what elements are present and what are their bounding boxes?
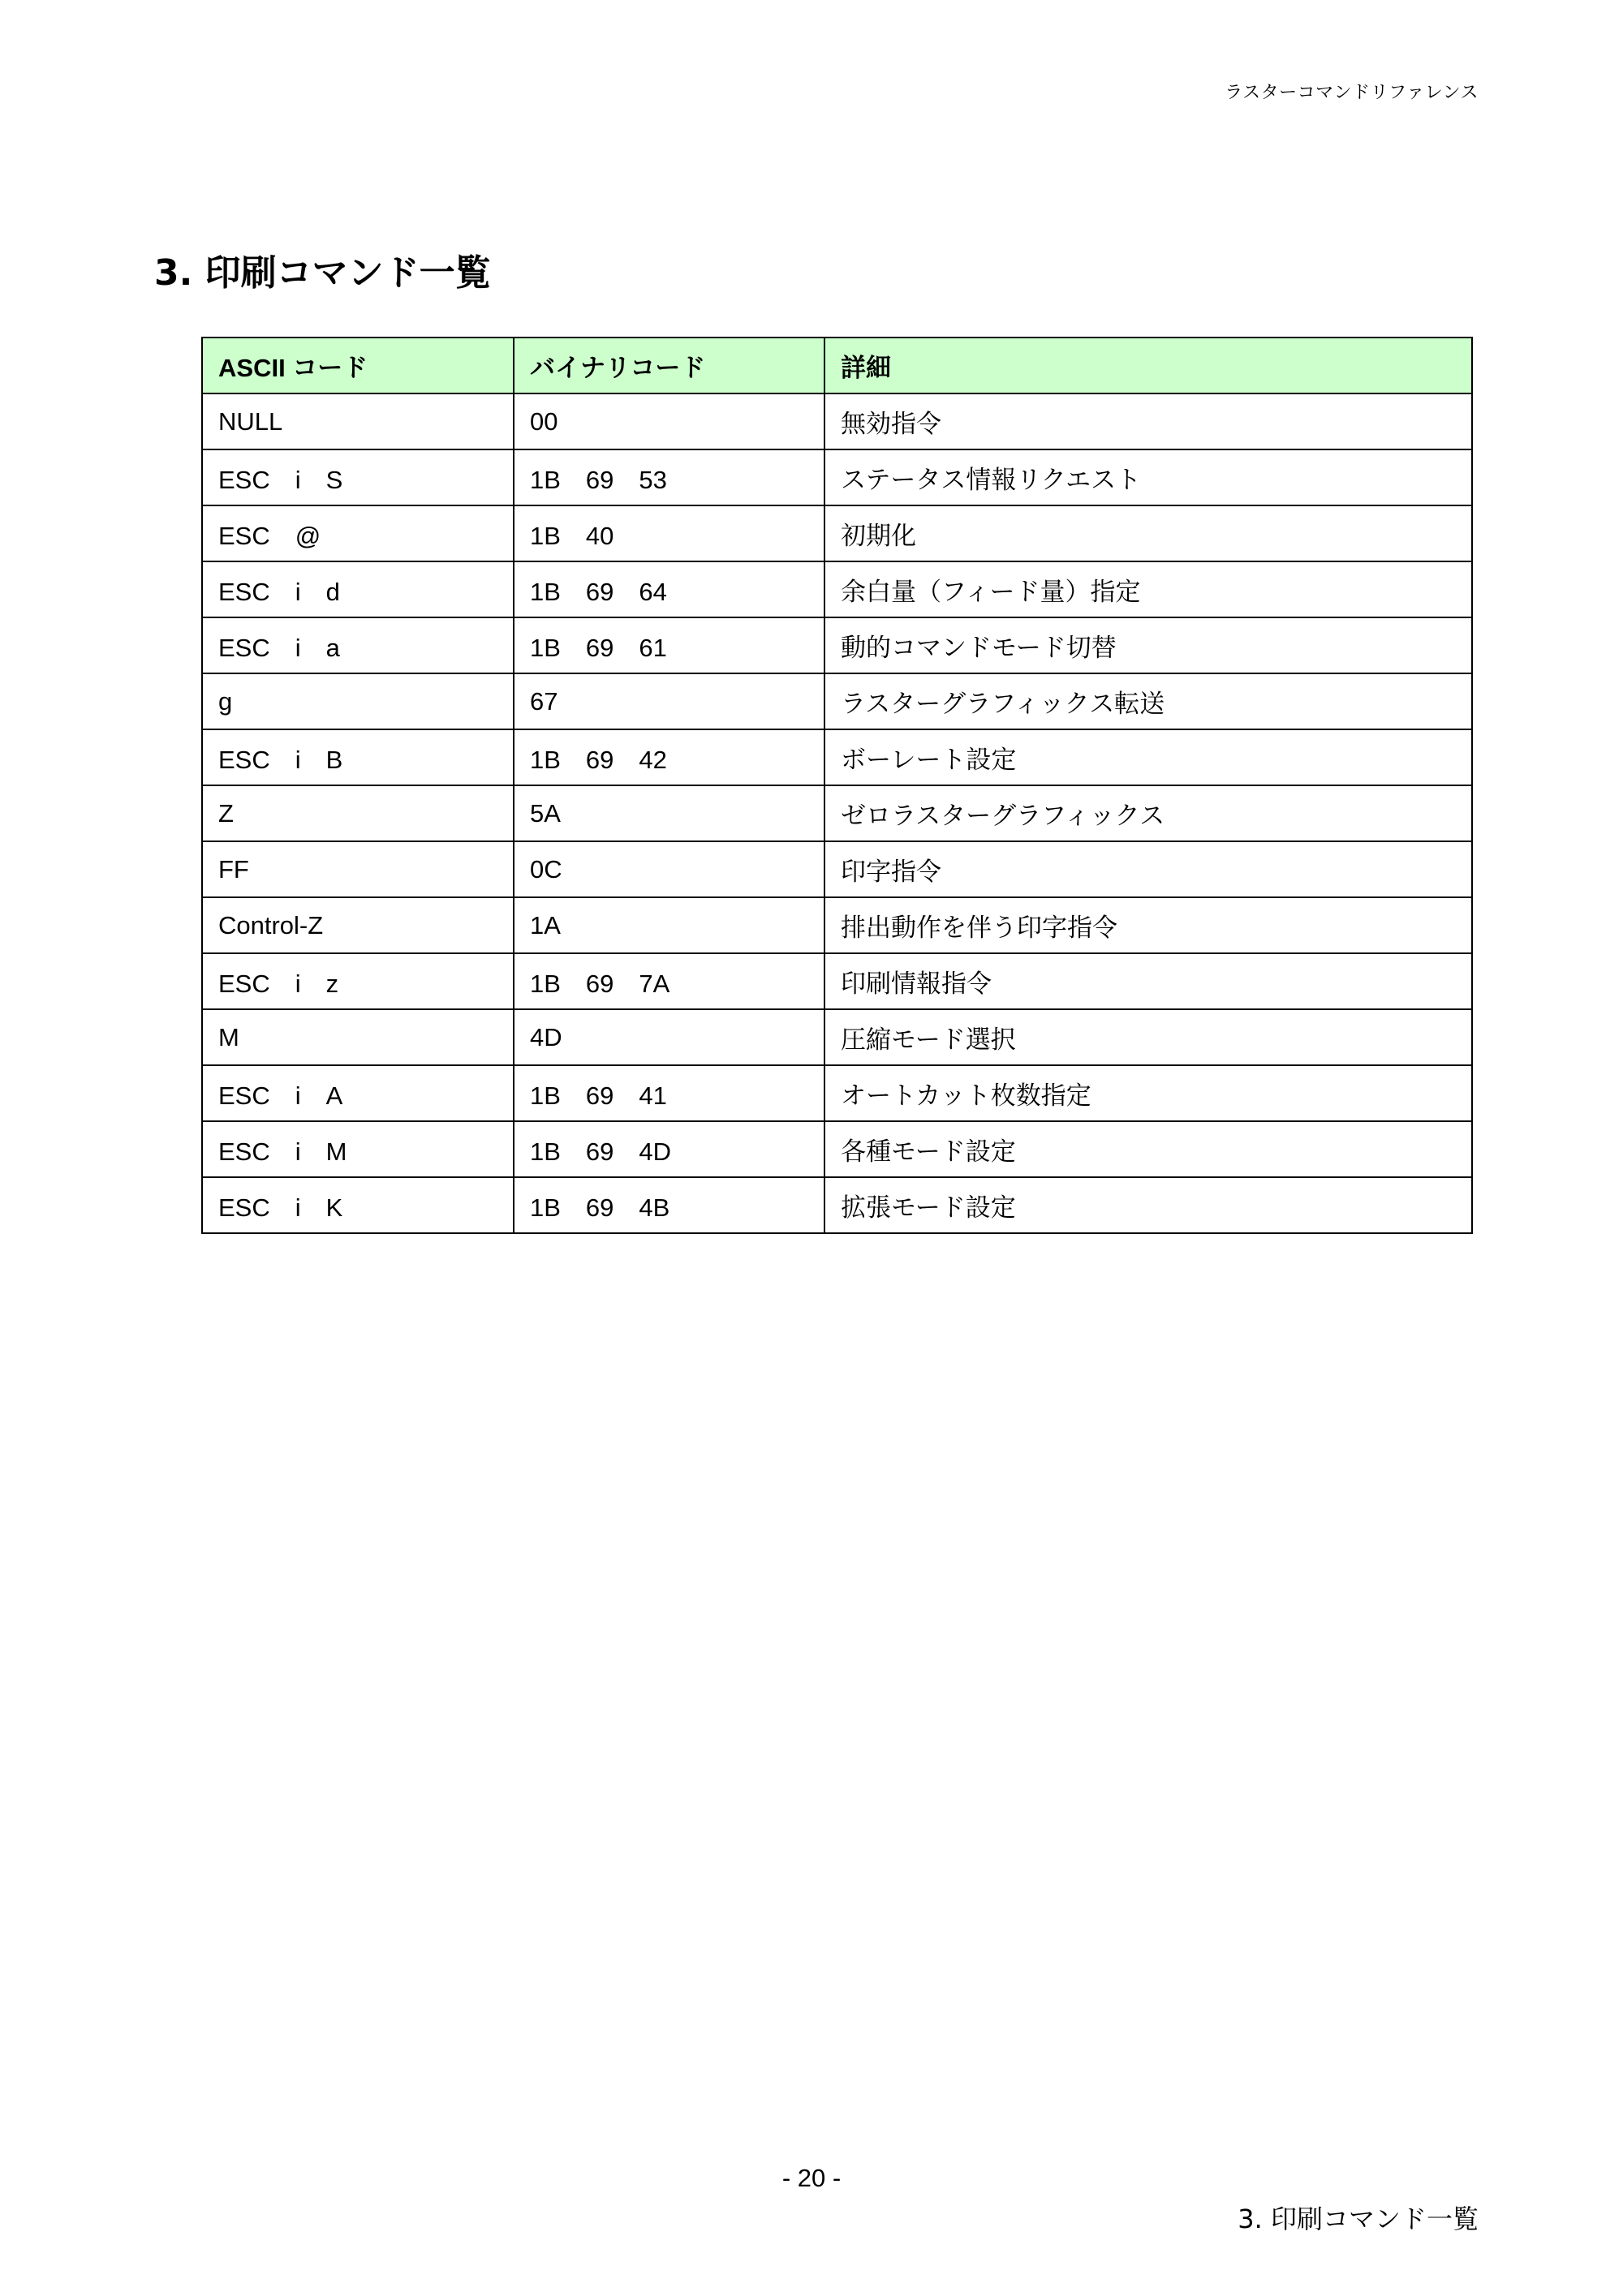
table-row: [202, 505, 1472, 561]
ascii-code-cell: Z: [202, 785, 514, 841]
binary-code-cell: 1B 69 61: [514, 617, 824, 673]
column-header-binary: バイナリコード: [514, 338, 824, 393]
table-row: [202, 841, 1472, 897]
ascii-code-cell: M: [202, 1009, 514, 1065]
table-row: [202, 1121, 1472, 1177]
binary-code-cell: 1B 69 41: [514, 1065, 824, 1121]
ascii-code-cell: ESC i a: [202, 617, 514, 673]
ascii-code-cell: ESC @: [202, 505, 514, 561]
binary-code-cell: 1B 40: [514, 505, 824, 561]
binary-code-cell: 67: [514, 673, 824, 729]
binary-code-cell: 1B 69 42: [514, 729, 824, 785]
detail-cell: ゼロラスターグラフィックス: [824, 785, 1472, 841]
table-row: [202, 673, 1472, 729]
ascii-code-cell: ESC i S: [202, 449, 514, 505]
command-table: [201, 337, 1473, 1234]
table-header-row: [202, 338, 1472, 393]
table-row: [202, 1177, 1472, 1233]
detail-cell: ラスターグラフィックス転送: [824, 673, 1472, 729]
detail-cell: 動的コマンドモード切替: [824, 617, 1472, 673]
footer-section-label: 3. 印刷コマンド一覧: [1238, 2204, 1479, 2234]
binary-code-cell: 1B 69 64: [514, 561, 824, 617]
detail-cell: オートカット枚数指定: [824, 1065, 1472, 1121]
ascii-code-cell: ESC i z: [202, 953, 514, 1009]
binary-code-cell: 1B 69 4D: [514, 1121, 824, 1177]
table-row: [202, 785, 1472, 841]
detail-cell: 無効指令: [824, 393, 1472, 449]
section-title: 3. 印刷コマンド一覧: [154, 252, 491, 294]
detail-cell: ステータス情報リクエスト: [824, 449, 1472, 505]
ascii-code-cell: ESC i d: [202, 561, 514, 617]
table-row: [202, 729, 1472, 785]
table-row: [202, 561, 1472, 617]
column-header-detail: 詳細: [824, 338, 1472, 393]
column-header-ascii: ASCII コード: [202, 338, 514, 393]
binary-code-cell: 1B 69 53: [514, 449, 824, 505]
table-row: [202, 1065, 1472, 1121]
running-header: ラスターコマンドリファレンス: [1225, 83, 1479, 103]
ascii-code-cell: NULL: [202, 393, 514, 449]
ascii-code-cell: ESC i K: [202, 1177, 514, 1233]
page-number: - 20 -: [781, 2164, 842, 2192]
table-row: [202, 1009, 1472, 1065]
binary-code-cell: 0C: [514, 841, 824, 897]
detail-cell: 拡張モード設定: [824, 1177, 1472, 1233]
ascii-code-cell: ESC i B: [202, 729, 514, 785]
binary-code-cell: 1A: [514, 897, 824, 953]
ascii-code-cell: ESC i A: [202, 1065, 514, 1121]
detail-cell: 各種モード設定: [824, 1121, 1472, 1177]
binary-code-cell: 1B 69 4B: [514, 1177, 824, 1233]
ascii-code-cell: Control-Z: [202, 897, 514, 953]
ascii-code-cell: ESC i M: [202, 1121, 514, 1177]
detail-cell: 余白量（フィード量）指定: [824, 561, 1472, 617]
detail-cell: 排出動作を伴う印字指令: [824, 897, 1472, 953]
detail-cell: ボーレート設定: [824, 729, 1472, 785]
detail-cell: 初期化: [824, 505, 1472, 561]
detail-cell: 印刷情報指令: [824, 953, 1472, 1009]
ascii-code-cell: FF: [202, 841, 514, 897]
binary-code-cell: 1B 69 7A: [514, 953, 824, 1009]
table-row: [202, 897, 1472, 953]
binary-code-cell: 5A: [514, 785, 824, 841]
table-row: [202, 953, 1472, 1009]
binary-code-cell: 4D: [514, 1009, 824, 1065]
ascii-code-cell: g: [202, 673, 514, 729]
table-row: [202, 617, 1472, 673]
detail-cell: 印字指令: [824, 841, 1472, 897]
binary-code-cell: 00: [514, 393, 824, 449]
table-row: [202, 449, 1472, 505]
detail-cell: 圧縮モード選択: [824, 1009, 1472, 1065]
table-row: [202, 393, 1472, 449]
